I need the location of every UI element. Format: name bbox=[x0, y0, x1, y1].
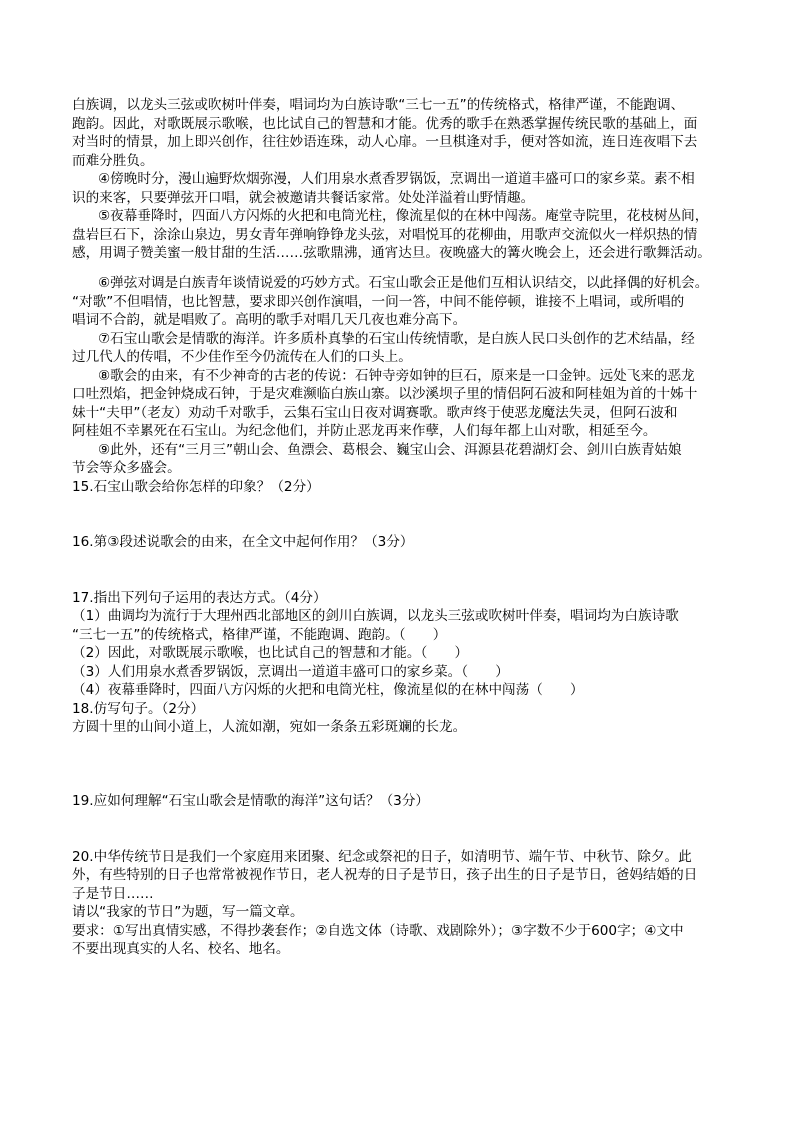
question-15: 15.石宝山歌会给你怎样的印象？（2分） bbox=[72, 479, 320, 495]
passage-line: 识的来客，只要弹弦开口唱，就会被邀请共餐话家常。处处洋溢着山野情趣。 bbox=[72, 190, 535, 206]
question-19: 19.应如何理解“石宝山歌会是情歌的海洋”这句话？（3分） bbox=[72, 793, 430, 809]
question-20-prompt: 请以“我家的节日”为题，写一篇文章。 bbox=[72, 904, 304, 920]
question-20-requirements: 要求：①写出真情实感，不得抄袭套作；②自选文体（诗歌、戏剧除外）；③字数不少于600字；④文中 bbox=[72, 923, 684, 939]
paragraph-4-start: ④傍晚时分，漫山遍野炊烟弥漫，人们用泉水煮香罗锅饭，烹调出一道道丰盛可口的家乡菜。素不相 bbox=[98, 171, 695, 187]
passage-line: 跑韵。因此，对歌既展示歌喉，也比试自己的智慧和才能。优秀的歌手在熟悉掌握传统民歌的基础上，面 bbox=[72, 116, 698, 132]
question-17-item-1: （1）曲调均为流行于大理州西北部地区的剑川白族调，以龙头三弦或吹树叶伴奏，唱词均为白族诗歌 bbox=[72, 608, 679, 624]
passage-line: 对当时的情景，加上即兴创作，往往妙语连珠，动人心扉。一旦棋逢对手，便对答如流，连日连夜唱下去 bbox=[72, 134, 698, 150]
passage-line: 妹十“夫甲”（老友）劝动千对歌手，云集石宝山日夜对调赛歌。歌声终于使恶龙魔法失灵，但阿石波和 bbox=[72, 405, 678, 421]
passage-line: 白族调，以龙头三弦或吹树叶伴奏，唱词均为白族诗歌“三七一五”的传统格式，格律严谨，不能跑调、 bbox=[72, 97, 685, 113]
question-17-item-1-cont: “三七一五”的传统格式，格律严谨，不能跑调、跑韵。（ ） bbox=[72, 627, 447, 643]
passage-line: “对歌”不但唱情，也比智慧，要求即兴创作演唱，一问一答，中间不能停顿，谁接不上唱词，或所唱的 bbox=[72, 294, 685, 310]
paragraph-5-start: ⑤夜幕垂降时，四面八方闪烁的火把和电筒光柱，像流星似的在林中闯荡。庵堂寺院里，花枝树丛间， bbox=[98, 208, 709, 224]
question-16: 16.第③段述说歌会的由来，在全文中起何作用？（3分） bbox=[72, 534, 414, 550]
question-20-line: 外，有些特别的日子也常常被视作节日，老人祝寿的日子是节日，孩子出生的日子是节日，爸妈结婚的日 bbox=[72, 867, 698, 883]
passage-line: 感，用调子赞美蜜一般甘甜的生活……弦歌鼎沸，通宵达旦。夜晚盛大的篝火晚会上，还会进行歌舞活动。 bbox=[72, 245, 711, 261]
passage-line: 过几代人的传唱，不少佳作至今仍流传在人们的口头上。 bbox=[72, 349, 412, 365]
question-20-requirements-cont: 不要出现真实的人名、校名、地名。 bbox=[72, 941, 290, 957]
question-17-title: 17.指出下列句子运用的表达方式。（4分） bbox=[72, 590, 327, 606]
passage-line: 而难分胜负。 bbox=[72, 153, 154, 169]
paragraph-8-start: ⑧歌会的由来，有不少神奇的古老的传说：石钟寺旁如钟的巨石，原来是一口金钟。远处飞来的恶龙 bbox=[98, 368, 695, 384]
paragraph-9-start: ⑨此外，还有“三月三”朝山会、鱼漂会、葛根会、巍宝山会、洱源县花碧湖灯会、剑川白族青姑娘 bbox=[98, 442, 682, 458]
question-18-title: 18.仿写句子。（2分） bbox=[72, 701, 205, 717]
passage-line: 口吐烈焰，把金钟烧成石钟，于是灾难濒临白族山寨。以沙溪坝子里的情侣阿石波和阿桂姐为首的十姊十 bbox=[72, 386, 698, 402]
question-18-sentence: 方圆十里的山间小道上，人流如潮，宛如一条条五彩斑斓的长龙。 bbox=[72, 719, 467, 735]
question-17-item-3: （3）人们用泉水煮香罗锅饭，烹调出一道道丰盛可口的家乡菜。（ ） bbox=[72, 664, 509, 680]
question-20-line: 子是节日…… bbox=[72, 886, 154, 902]
paragraph-7-start: ⑦石宝山歌会是情歌的海洋。许多质朴真挚的石宝山传统情歌，是白族人民口头创作的艺术结晶，经 bbox=[98, 331, 695, 347]
question-20-line: 20.中华传统节日是我们一个家庭用来团聚、纪念或祭祀的日子，如清明节、端午节、中秋节、除夕。此 bbox=[72, 849, 692, 865]
passage-line: 盘岩巨石下，涂涂山泉边，男女青年弹响铮铮龙头弦，对唱悦耳的花柳曲，用歌声交流似火一样炽热的情 bbox=[72, 227, 698, 243]
question-17-item-4: （4）夜幕垂降时，四面八方闪烁的火把和电筒光柱，像流星似的在林中闯荡（ ） bbox=[72, 682, 584, 698]
question-17-item-2: （2）因此，对歌既展示歌喉，也比试自己的智慧和才能。（ ） bbox=[72, 645, 469, 661]
passage-line: 节会等众多盛会。 bbox=[72, 460, 181, 476]
passage-line: 阿桂姐不幸累死在石宝山。为纪念他们，并防止恶龙再来作孽，人们每年都上山对歌，相延至今。 bbox=[72, 423, 657, 439]
passage-line: 唱词不合韵，就是唱败了。高明的歌手对唱几天几夜也难分高下。 bbox=[72, 312, 467, 328]
paragraph-6-start: ⑥弹弦对调是白族青年谈情说爱的巧妙方式。石宝山歌会正是他们互相认识结交，以此择偶的好机会。 bbox=[98, 275, 709, 291]
